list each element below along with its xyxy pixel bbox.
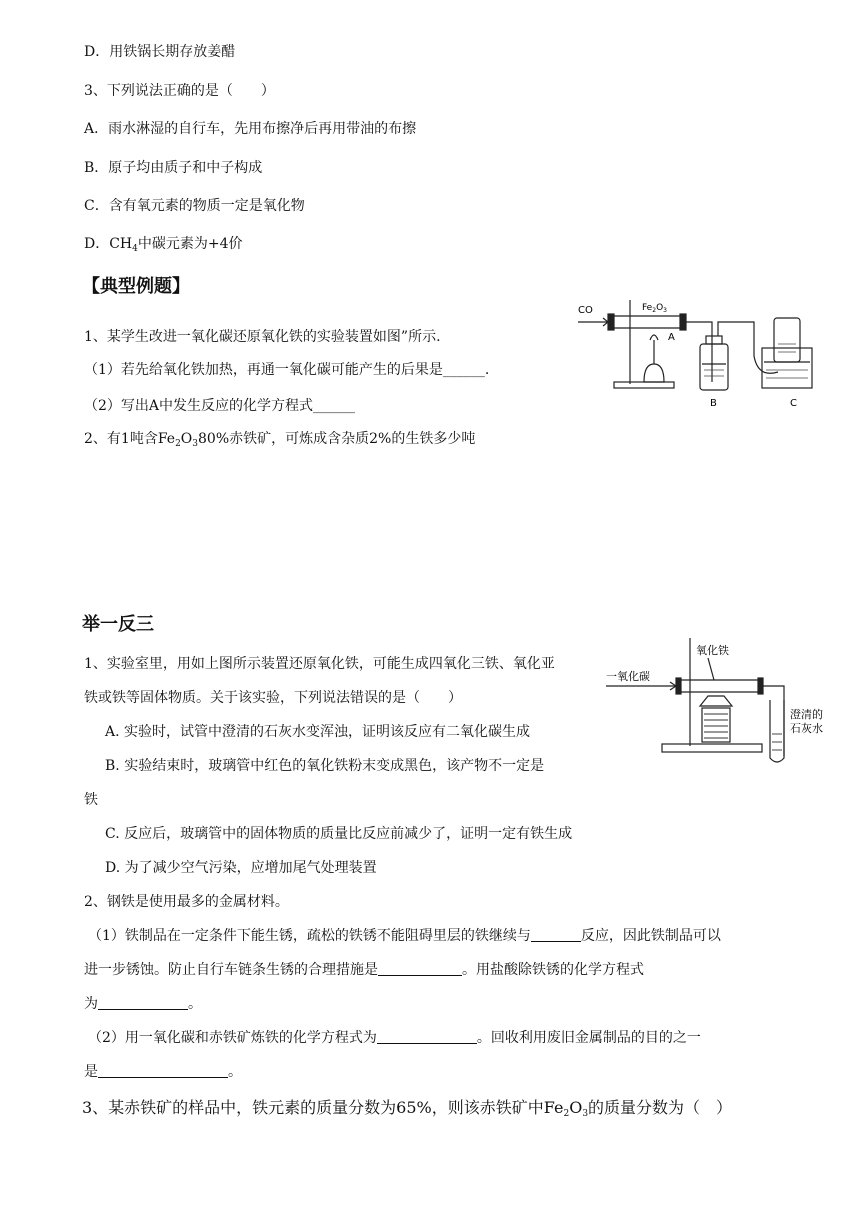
practice-q2-part1-line2: 进一步锈蚀。防止自行车链条生锈的合理措施是 。用盐酸除铁锈的化学方程式	[84, 962, 644, 978]
figure1-co-label: CO	[578, 305, 593, 316]
example-q1-part2: （2）写出A中发生反应的化学方程式______	[84, 398, 356, 414]
section-title-practice: 举一反三	[82, 614, 154, 635]
q3-option-b: B．原子均由质子和中子构成	[84, 160, 263, 176]
figure2-iron-oxide-label: 氧化铁	[696, 644, 729, 657]
figure1-label-c: C	[790, 398, 797, 409]
section-title-typical-examples: 【典型例题】	[82, 276, 190, 297]
answer-blank[interactable]	[98, 1063, 228, 1078]
figure1-fe2o3-label: $Fe_2O_3$	[642, 303, 667, 314]
example-q1-part1: （1）若先给氧化铁加热，再通一氧化碳可能产生的后果是______.	[84, 362, 490, 378]
example-q1-stem: 1、某学生改进一氧化碳还原氧化铁的实验装置如图”所示.	[84, 329, 441, 345]
figure2-co-label: 一氧化碳	[606, 670, 650, 683]
q3-option-a: A．雨水淋湿的自行车，先用布擦净后再用带油的布擦	[84, 121, 417, 137]
practice-q2-part1-line3: 为 。	[84, 996, 202, 1012]
figure1-label-a: A	[668, 332, 675, 343]
practice-q1-option-b: B. 实验结束时，玻璃管中红色的氧化铁粉末变成黑色，该产物不一定是	[105, 758, 545, 774]
practice-q2-part2-line2: 是 。	[84, 1064, 242, 1080]
practice-q2-part1-line1: （1）铁制品在一定条件下能生锈，疏松的铁锈不能阻碍里层的铁继续与 反应，因此铁制品可以	[88, 928, 721, 944]
practice-q1-line2: 铁或铁等固体物质。关于该实验，下列说法错误的是（ ）	[84, 690, 462, 706]
figure2-limewater-label-1: 澄清的	[790, 708, 823, 721]
example-q2: 2、有1吨含$Fe_2O_380\%$赤铁矿，可炼成含杂质2%的生铁多少吨	[84, 431, 476, 449]
practice-q2-part2-line1: （2）用一氧化碳和赤铁矿炼铁的化学方程式为 。回收利用废旧金属制品的目的之一	[88, 1030, 701, 1046]
figure1-label-b: B	[710, 398, 717, 409]
answer-blank[interactable]	[378, 961, 462, 976]
answer-blank[interactable]	[377, 1029, 477, 1044]
answer-blank[interactable]	[531, 927, 581, 942]
q3-option-d: D．$CH_4$中碳元素为+4价	[84, 236, 243, 254]
practice-q2-stem: 2、钢铁是使用最多的金属材料。	[84, 894, 289, 910]
practice-q1-option-a: A. 实验时，试管中澄清的石灰水变浑浊，证明该反应有二氧化碳生成	[105, 724, 531, 740]
figure2-limewater-label-2: 石灰水	[790, 722, 823, 735]
practice-q1-option-c: C. 反应后，玻璃管中的固体物质的质量比反应前减少了，证明一定有铁生成	[105, 826, 573, 842]
q3-stem: 3、下列说法正确的是（ ）	[84, 83, 275, 99]
co-reduction-apparatus-figure	[572, 292, 816, 410]
practice-q3: 3、某赤铁矿的样品中，铁元素的质量分数为65%，则该赤铁矿中$Fe_2O_3$的质量分数为（ ）	[82, 1098, 733, 1119]
iron-oxide-reduction-figure	[604, 634, 834, 768]
q3-option-c: C．含有氧元素的物质一定是氧化物	[84, 198, 305, 214]
answer-blank[interactable]	[98, 995, 188, 1010]
practice-q1-option-b-cont: 铁	[84, 792, 98, 808]
q2-option-d: D．用铁锅长期存放姜醋	[84, 44, 236, 60]
practice-q1-line1: 1、实验室里，用如上图所示装置还原氧化铁，可能生成四氧化三铁、氧化亚	[84, 656, 555, 672]
practice-q1-option-d: D. 为了减少空气污染，应增加尾气处理装置	[105, 860, 377, 876]
